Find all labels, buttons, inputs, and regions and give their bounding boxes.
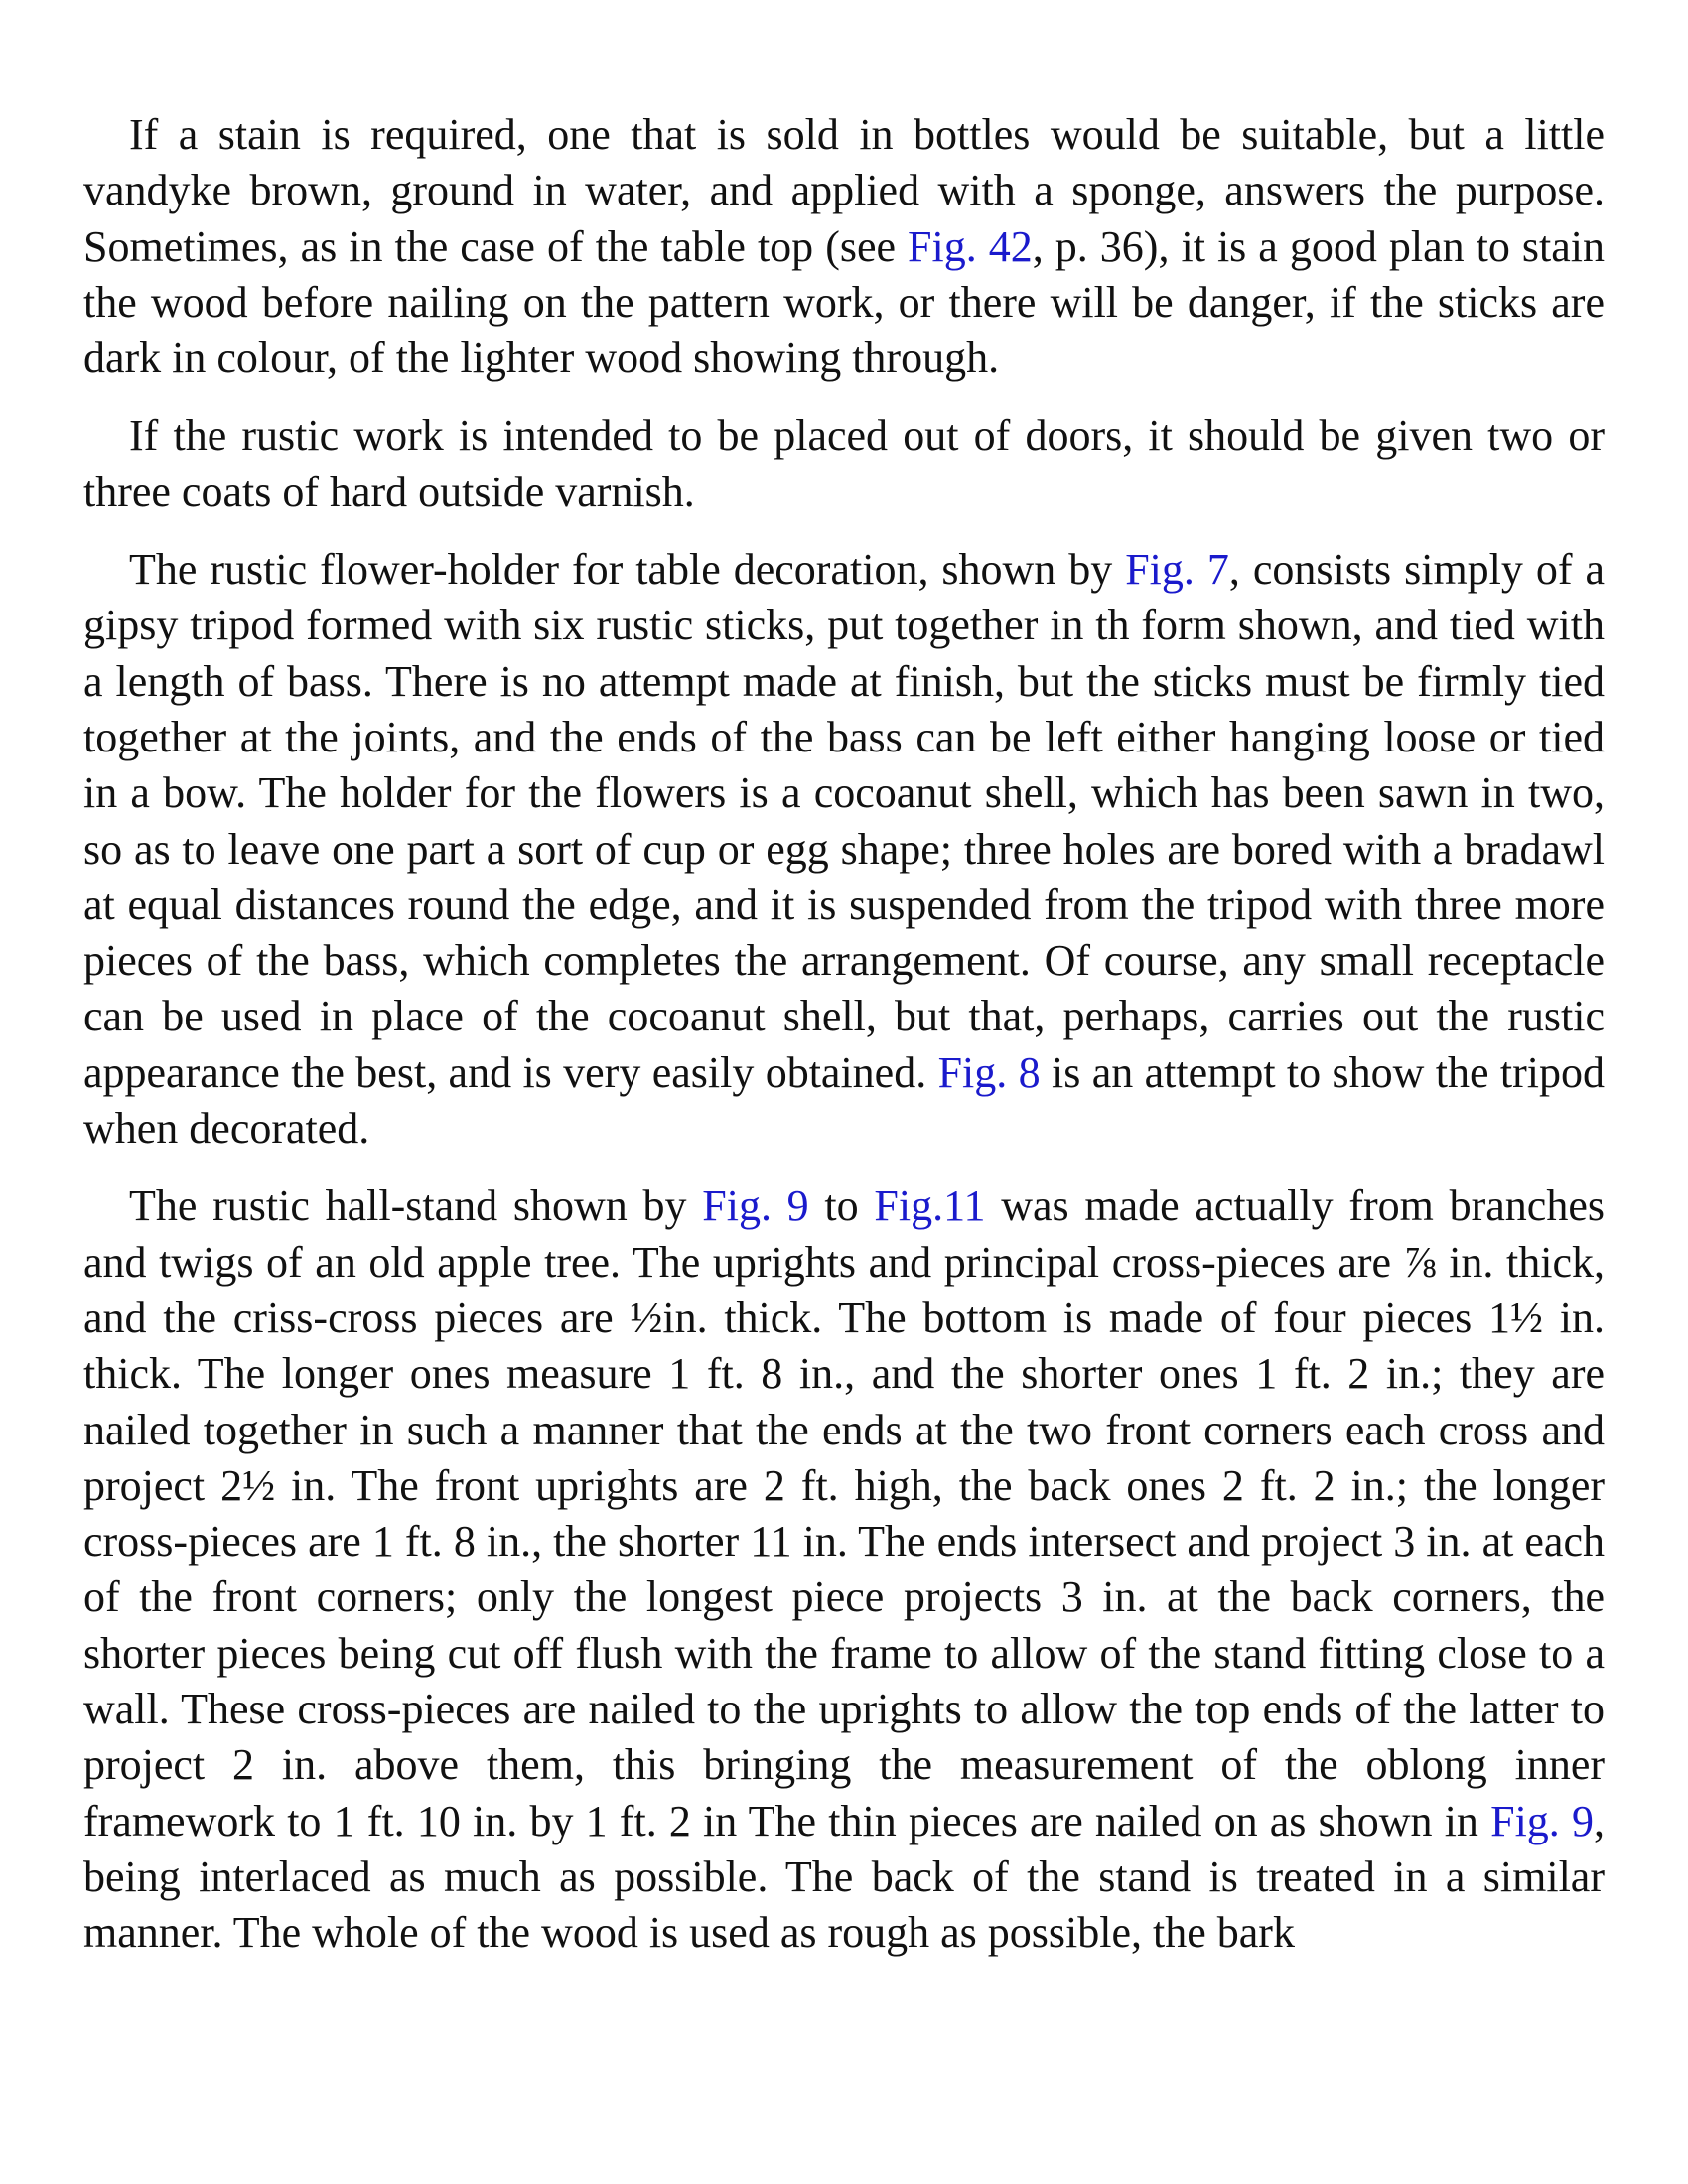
paragraph-stain xyxy=(83,107,1605,386)
paragraph-text: to xyxy=(808,1181,875,1231)
paragraph-text: The rustic flower-holder for table decoration, shown by xyxy=(129,545,1126,595)
paragraph-text: , being interlaced as much as possible. The back of the stand is treated in a similar manner. The whole of the wood is used as rough as possible, the bark xyxy=(83,1796,1605,1958)
figure-link-fig-42[interactable]: Fig. 42 xyxy=(908,221,1033,271)
paragraph-text: , p. 36), it is a good plan to stain the wood before nailing on the pattern work, or there will be danger, if the sticks are dark in colour, of the lighter wood showing through. xyxy=(83,221,1605,383)
paragraph-hall-stand xyxy=(83,1178,1605,1961)
paragraph-varnish xyxy=(83,408,1605,520)
paragraph-flower-holder xyxy=(83,542,1605,1157)
paragraph-text: If the rustic work is intended to be placed out of doors, it should be given two or three coats of hard outside varnish. xyxy=(83,411,1605,516)
paragraph-text: If a stain is required, one that is sold in bottles would be suitable, but a little vandyke brown, ground in water, and applied with a sponge, answers the purpose. Sometimes, as in the case of the table top (see xyxy=(83,110,1605,271)
paragraph-text: is an attempt to show the tripod when decorated. xyxy=(83,1047,1606,1154)
paragraph-text: , consists simply of a gipsy tripod formed with six rustic sticks, put together in th form shown, and tied with a length of bass. There is no attempt made at finish, but the sticks must be firmly tied together at the joints, and the ends of the bass can be left either hanging loose or tied in a bow. The holder for the flowers is a cocoanut shell, which has been sawn in two, so as to leave one part a sort of cup or egg shape; three holes are bored with a bradawl at equal distances round the edge, and it is suspended from the tripod with three more pieces of the bass, which completes the arrangement. Of course, any small receptacle can be used in place of the cocoanut shell, but that, perhaps, carries out the rustic appearance the best, and is very easily obtained. xyxy=(83,545,1605,1097)
paragraph-text: was made actually from branches and twigs of an old apple tree. The uprights and principal cross-pieces are ⅞ in. thick, and the criss-cross pieces are ½in. thick. The bottom is made of four pieces 1½ in. thick. The longer ones measure 1 ft. 8 in., and the shorter ones 1 ft. 2 in.; they are nailed together in such a manner that the ends at the two front corners each cross and project 2½ in. The front uprights are 2 ft. high, the back ones 2 ft. 2 in.; the longer cross-pieces are 1 ft. 8 in., the shorter 11 in. The ends intersect and project 3 in. at each of the front corners; only the longest piece projects 3 in. at the back corners, the shorter pieces being cut off flush with the frame to allow of the stand fitting close to a wall. These cross-pieces are nailed to the uprights to allow the top ends of the latter to project 2 in. above them, this bringing the measurement of the oblong inner framework to 1 ft. 10 in. by 1 ft. 2 in The thin pieces are nailed on as shown in xyxy=(83,1181,1605,1845)
figure-link-fig-9-second[interactable]: Fig. 9 xyxy=(1490,1796,1594,1845)
paragraph-text: The rustic hall-stand shown by xyxy=(129,1181,703,1231)
page-body xyxy=(83,107,1605,1983)
figure-link-fig-8[interactable]: Fig. 8 xyxy=(937,1047,1041,1097)
figure-link-fig-7[interactable]: Fig. 7 xyxy=(1125,545,1229,595)
figure-link-fig-9[interactable]: Fig. 9 xyxy=(702,1181,809,1231)
figure-link-fig-11[interactable]: Fig.11 xyxy=(874,1181,986,1231)
